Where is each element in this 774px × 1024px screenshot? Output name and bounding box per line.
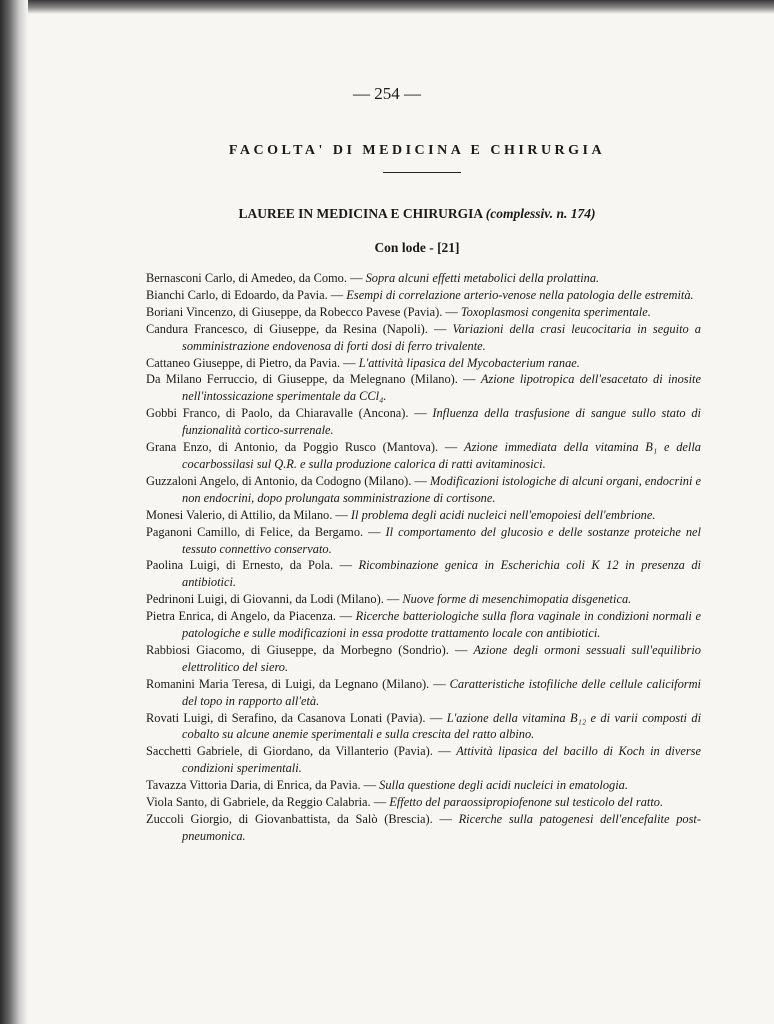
entry-thesis: Esempi di correlazione arterio-venose nella patologia delle estremità.: [346, 287, 694, 302]
list-item: [146, 355, 701, 372]
entry-person: Monesi Valerio, di Attilio, da Milano. —: [146, 507, 348, 522]
list-item: [146, 287, 701, 304]
entry-thesis: Il comportamento del glucosio e delle sostanze proteiche nel tessuto connettivo conservato.: [182, 524, 701, 556]
entry-person: Bianchi Carlo, di Edoardo, da Pavia. —: [146, 287, 344, 302]
list-item: [146, 473, 701, 507]
entry-thesis: L'azione della vitamina B₁₂ e di varii composti di cobalto su alcune anemie sperimentali e sulla crescita del ratto albino.: [182, 710, 702, 742]
list-item: [146, 524, 701, 558]
entry-person: Paganoni Camillo, di Felice, da Bergamo. —: [146, 524, 381, 539]
entry-thesis: Nuove forme di mesenchimopatia disgenetica.: [402, 592, 632, 607]
list-item: [146, 591, 701, 608]
list-item: [146, 777, 701, 794]
list-item: [146, 743, 701, 777]
title-rule: [383, 172, 461, 173]
entry-person: Zuccoli Giorgio, di Giovanbattista, da Salò (Brescia). —: [146, 812, 452, 826]
entry-thesis: Azione immediata della vitamina B₁ e della cocarbossilasi sul Q.R. e sulla produzione calorica di ratti avitaminosici.: [182, 440, 701, 471]
entry-thesis: Modificazioni istologiche di alcuni organi, endocrini e non endocrini, dopo prolungata somministrazione di cortisone.: [182, 473, 702, 505]
list-item: [146, 557, 701, 591]
entry-person: Paolina Luigi, di Ernesto, da Pola. —: [146, 558, 353, 573]
entry-person: Boriani Vincenzo, di Giuseppe, da Robecco Pavese (Pavia). —: [146, 304, 458, 319]
entry-thesis: Azione lipotropica dell'esacetato di inosite nell'intossicazione sperimentale da CCl₄.: [182, 372, 701, 404]
entry-thesis: Sopra alcuni effetti metabolici della prolattina.: [365, 271, 600, 285]
entry-thesis: Effetto del paraossipropiofenone sul testicolo del ratto.: [389, 795, 664, 810]
entry-person: Pietra Enrica, di Angelo, da Piacenza. —: [146, 609, 352, 624]
section-title-text: LAUREE IN MEDICINA E CHIRURGIA: [238, 206, 483, 221]
list-item: [146, 507, 701, 524]
list-item: [146, 794, 701, 811]
entry-person: Sacchetti Gabriele, di Giordano, da Villanterio (Pavia). —: [146, 744, 451, 759]
entry-person: Grana Enzo, di Antonio, da Poggio Rusco (Mantova). —: [146, 440, 458, 455]
scan-shadow-top: [0, 0, 774, 14]
entry-person: Cattaneo Giuseppe, di Pietro, da Pavia. —: [146, 355, 356, 370]
entry-thesis: Il problema degli acidi nucleici nell'emopoiesi dell'embrione.: [350, 507, 656, 522]
entry-person: Bernasconi Carlo, di Amedeo, da Como. —: [146, 271, 363, 285]
entry-person: Guzzaloni Angelo, di Antonio, da Codogno (Milano). —: [146, 473, 427, 488]
entry-thesis: Azione degli ormoni sessuali sull'equilibrio elettrolitico del siero.: [182, 642, 701, 674]
list-item: [146, 270, 701, 287]
entry-thesis: Variazioni della crasi leucocitaria in seguito a somministrazione endovenosa di forti dosi di ferro trivalente.: [182, 321, 701, 353]
entry-thesis: Influenza della trasfusione di sangue sullo stato di funzionalità cortico-surrenale.: [182, 406, 701, 438]
list-item: [146, 371, 701, 405]
entry-person: Rovati Luigi, di Serafino, da Casanova Lonati (Pavia). —: [146, 710, 443, 725]
entry-person: Pedrinoni Luigi, di Giovanni, da Lodi (Milano). —: [146, 592, 400, 607]
graduates-list: [146, 270, 701, 845]
entry-person: Da Milano Ferruccio, di Giuseppe, da Melegnano (Milano). —: [146, 372, 476, 387]
entry-thesis: Ricombinazione genica in Escherichia coli K 12 in presenza di antibiotici.: [182, 558, 701, 590]
entry-person: Romanini Maria Teresa, di Luigi, da Legnano (Milano). —: [146, 676, 446, 691]
list-item: [146, 811, 701, 845]
entry-person: Candura Francesco, di Giuseppe, da Resina (Napoli). —: [146, 321, 447, 336]
list-item: [146, 676, 701, 710]
list-item: [146, 321, 701, 355]
list-item: [146, 608, 701, 642]
list-item: [146, 710, 701, 744]
list-item: [146, 642, 701, 676]
entry-thesis: Ricerche sulla patogenesi dell'encefalite post-pneumonica.: [182, 812, 701, 843]
entry-thesis: Caratteristiche istofiliche delle cellule caliciformi del topo in rapporto all'età.: [182, 676, 701, 708]
entry-thesis: Ricerche batteriologiche sulla flora vaginale in condizioni normali e patologiche e sulle modificazioni in essa prodotte trattamento locale con antibiotici.: [182, 609, 701, 641]
list-item: [146, 304, 701, 321]
section-count: (complessiv. n. 174): [485, 206, 596, 221]
entry-thesis: Sulla questione degli acidi nucleici in ematologia.: [379, 778, 628, 793]
page-number: — 254 —: [353, 84, 421, 103]
entry-thesis: Toxoplasmosi congenita sperimentale.: [460, 304, 651, 319]
section-title: [0, 206, 774, 222]
entry-thesis: Attività lipasica del bacillo di Koch in diverse condizioni sperimentali.: [182, 744, 701, 776]
entry-person: Tavazza Vittoria Daria, di Enrica, da Pavia. —: [146, 778, 377, 793]
honors-heading: Con lode - [21]: [374, 240, 460, 255]
faculty-title: FACOLTA' DI MEDICINA E CHIRURGIA: [228, 143, 606, 158]
list-item: [146, 439, 701, 473]
entry-thesis: L'attività lipasica del Mycobacterium ranae.: [358, 355, 580, 370]
list-item: [146, 405, 701, 439]
entry-person: Viola Santo, di Gabriele, da Reggio Calabria. —: [146, 795, 387, 810]
entry-person: Gobbi Franco, di Paolo, da Chiaravalle (Ancona). —: [146, 406, 427, 421]
entry-person: Rabbiosi Giacomo, di Giuseppe, da Morbegno (Sondrio). —: [146, 642, 468, 657]
